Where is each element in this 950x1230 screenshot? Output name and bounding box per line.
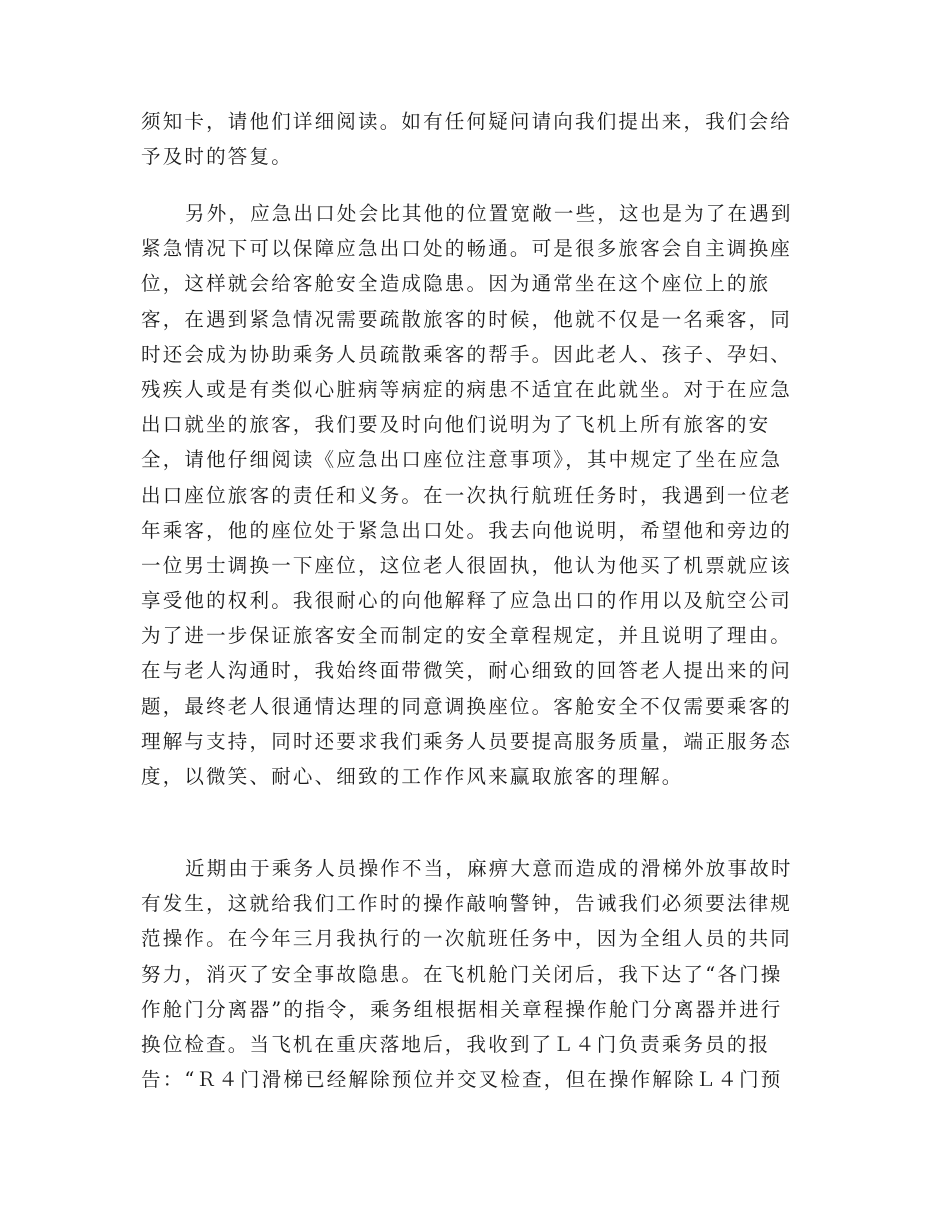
paragraph-line: 年乘客，他的座位处于紧急出口处。我去向他说明，希望他和旁边的 <box>141 518 793 542</box>
paragraph-line: 位，这样就会给客舱安全造成隐患。因为通常坐在这个座位上的旅 <box>141 272 771 296</box>
paragraph-line: 残疾人或是有类似心脏病等病症的病患不适宜在此就坐。对于在应急 <box>141 377 793 401</box>
paragraph-line: 出口座位旅客的责任和义务。在一次执行航班任务时，我遇到一位老 <box>141 483 793 507</box>
paragraph-line: 一位男士调换一下座位，这位老人很固执，他认为他买了机票就应该 <box>141 553 793 577</box>
paragraph-line: 度，以微笑、耐心、细致的工作作风来赢取旅客的理解。 <box>141 765 684 788</box>
paragraph-line: 须知卡，请他们详细阅读。如有任何疑问请向我们提出来，我们会给 <box>141 110 793 133</box>
paragraph-line: 作舱门分离器”的指令，乘务组根据相关章程操作舱门分离器并进行 <box>141 997 783 1021</box>
paragraph-line: 范操作。在今年三月我执行的一次航班任务中，因为全组人员的共同 <box>141 927 793 951</box>
paragraph-line: 题，最终老人很通情达理的同意调换座位。客舱安全不仅需要乘客的 <box>141 694 793 718</box>
paragraph-line: 出口就坐的旅客，我们要及时向他们说明为了飞机上所有旅客的安 <box>141 413 771 437</box>
paragraph-line: 努力，消灭了安全事故隐患。在飞机舱门关闭后，我下达了“各门操 <box>141 962 783 986</box>
paragraph-line: 另外，应急出口处会比其他的位置宽敞一些，这也是为了在遇到 <box>185 202 793 225</box>
paragraph-line: 有发生，这就给我们工作时的操作敲响警钟，告诫我们必须要法律规 <box>141 892 793 916</box>
paragraph-line: 换位检查。当飞机在重庆落地后，我收到了Ｌ４门负责乘务员的报 <box>141 1032 771 1056</box>
paragraph-line: 理解与支持，同时还要求我们乘务人员要提高服务质量，端正服务态 <box>141 729 793 753</box>
paragraph-line: 为了进一步保证旅客安全而制定的安全章程规定，并且说明了理由。 <box>141 624 793 648</box>
paragraph-line: 全，请他仔细阅读《应急出口座位注意事项》，其中规定了坐在应急 <box>141 448 783 472</box>
paragraph-line: 紧急情况下可以保障应急出口处的畅通。可是很多旅客会自主调换座 <box>141 237 793 261</box>
paragraph-2 <box>141 196 809 794</box>
paragraph-3 <box>141 851 809 1097</box>
paragraph-line: 时还会成为协助乘务人员疏散乘客的帮手。因此老人、孩子、孕妇、 <box>141 342 793 366</box>
paragraph-line: 客，在遇到紧急情况需要疏散旅客的时候，他就不仅是一名乘客，同 <box>141 307 793 331</box>
paragraph-1 <box>141 104 809 174</box>
paragraph-line: 享受他的权利。我很耐心的向他解释了应急出口的作用以及航空公司 <box>141 589 793 613</box>
paragraph-line: 在与老人沟通时，我始终面带微笑，耐心细致的回答老人提出来的问 <box>141 659 793 683</box>
paragraph-line: 予及时的答复。 <box>141 145 293 169</box>
paragraph-line: 告：“Ｒ４门滑梯已经解除预位并交叉检查，但在操作解除Ｌ４门预 <box>141 1068 783 1092</box>
paragraph-line: 近期由于乘务人员操作不当，麻痹大意而造成的滑梯外放事故时 <box>185 857 793 880</box>
